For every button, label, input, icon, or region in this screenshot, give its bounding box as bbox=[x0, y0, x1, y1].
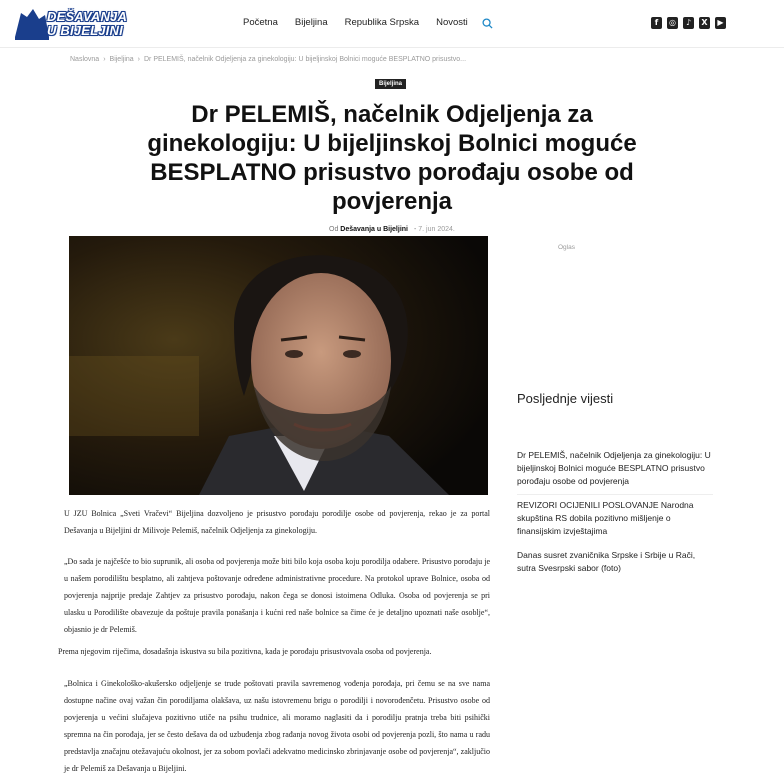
nav-item-republika-srpska[interactable]: Republika Srpska bbox=[344, 17, 420, 28]
breadcrumb bbox=[70, 56, 466, 63]
article-paragraph: Prema njegovim riječima, dosadašnja iskustva su bila pozitivna, kada je porođaju prisustvovala osoba od povjerenja. bbox=[58, 647, 432, 656]
article-byline bbox=[329, 226, 455, 233]
publish-date: 7. jun 2024. bbox=[418, 226, 455, 233]
instagram-icon[interactable]: ◎ bbox=[667, 17, 678, 29]
nav-item-bijeljina[interactable]: Bijeljina bbox=[294, 17, 328, 28]
social-links bbox=[651, 17, 726, 29]
author-link[interactable]: Dešavanja u Bijeljini bbox=[340, 226, 408, 233]
ad-label: Oglas bbox=[558, 244, 575, 251]
latest-news-item[interactable]: REVIZORI OCIJENILI POSLOVANJE Narodna skupština RS dobila pozitivno mišljenje o finansijskim izvještajima bbox=[517, 500, 694, 536]
tiktok-icon[interactable]: ♪ bbox=[683, 17, 694, 29]
search-icon[interactable] bbox=[482, 18, 493, 29]
article-paragraph: U JZU Bolnica „Sveti Vračevi“ Bijeljina dozvoljeno je prisustvo porođaju porodilje osobe od povjerenja, rekao je za portal Dešavanja u Bijeljini dr Milivoje Pelemiš, načelnik Odjeljenja za ginekologiju. bbox=[64, 509, 490, 535]
divider bbox=[517, 494, 713, 495]
breadcrumb-current: Dr PELEMIŠ, načelnik Odjeljenja za ginekologiju: U bijeljinskoj Bolnici moguće BESPLATNO prisustvo... bbox=[144, 56, 467, 63]
article-body bbox=[58, 505, 490, 773]
article-quote: „Bolnica i Ginekološko-akušersko odjeljenje se trude poštovati pravila savremenog vođenja porođaja, pri čemu se na sve nama dostupne načine ovaj važan čin porodiljama olakšava, uz našu istovremenu brigu o porodilji i novorođenčetu. Prisustvo osobe od povjerenja u većini slučajeva pozitivno utiče na psihu trudnice, ali moramo naglasiti da i porodilju pratnja treba biti psihički spremna na čin porođaja, jer se često dešava da od uzbuđenja zbog rađanja novog života osobi od povjerenja pozli, što nama u radu predstavlja značajnu otežavajuću okolnost, jer za sobom povlači adekvatno medicinsko zbrinjavanje osobe od povjerenja“, zaključio je dr Pelemiš za Dešavanja u Bijeljini. bbox=[64, 679, 490, 773]
article-quote: „Do sada je najčešće to bio suprunik, ali osoba od povjerenja može biti bilo koja osoba koju porodilja odabere. Prisustvo porođaju je u našem porodilištu besplatno, ali zahtjeva poštovanje određene administrativne procedure. Na protokol uprave Bolnice, osoba od povjerenja najprije predaje Zahtjev za prisustvo porođaju, nakon čega se donosi istoimena Odluka. Osoba od povjerenja se pri ulasku u Porodilište obavezuje da poštuje pravila ponašanja i kućni red naše bolnice sa čime će je detaljno upoznati naše osoblje“, objasnio je dr Pelemiš. bbox=[64, 557, 490, 634]
main-nav bbox=[243, 17, 485, 28]
breadcrumb-category[interactable]: Bijeljina bbox=[109, 56, 134, 63]
breadcrumb-home[interactable]: Naslovna bbox=[70, 56, 100, 63]
latest-news-list bbox=[517, 449, 713, 586]
site-logo[interactable] bbox=[13, 7, 133, 42]
nav-item-pocetna[interactable]: Početna bbox=[243, 17, 278, 28]
breadcrumb-separator: › bbox=[103, 56, 106, 63]
youtube-icon[interactable]: ▶ bbox=[715, 17, 726, 29]
byline-separator: - bbox=[413, 226, 417, 233]
portrait-image bbox=[69, 236, 488, 495]
logo-text-line2: U BIJELJINI bbox=[47, 23, 123, 38]
byline-prefix: Od bbox=[329, 226, 339, 233]
latest-news-heading: Posljednje vijesti bbox=[517, 391, 614, 406]
article-title: Dr PELEMIŠ, načelnik Odjeljenja za ginekologiju: U bijeljinskoj Bolnici moguće BESPLATNO prisustvo porođaju osobe od povjerenja bbox=[147, 101, 637, 215]
logo-text-line1: DEŠAVANJA bbox=[47, 9, 128, 24]
site-header bbox=[0, 0, 784, 48]
breadcrumb-separator: › bbox=[137, 56, 140, 63]
latest-news-item[interactable]: Dr PELEMIŠ, načelnik Odjeljenja za ginekologiju: U bijeljinskoj Bolnici moguće BESPLATNO prisustvo porođaju osobe od povjerenja bbox=[517, 450, 711, 486]
article-photo bbox=[69, 236, 488, 495]
category-badge[interactable]: Bijeljina bbox=[375, 79, 406, 89]
facebook-icon[interactable]: f bbox=[651, 17, 662, 29]
x-icon[interactable]: X bbox=[699, 17, 710, 29]
nav-item-novosti[interactable]: Novosti bbox=[436, 17, 468, 28]
latest-news-item[interactable]: Danas susret zvaničnika Srpske i Srbije u Rači, sutra Svesrpski sabor (foto) bbox=[517, 550, 696, 573]
